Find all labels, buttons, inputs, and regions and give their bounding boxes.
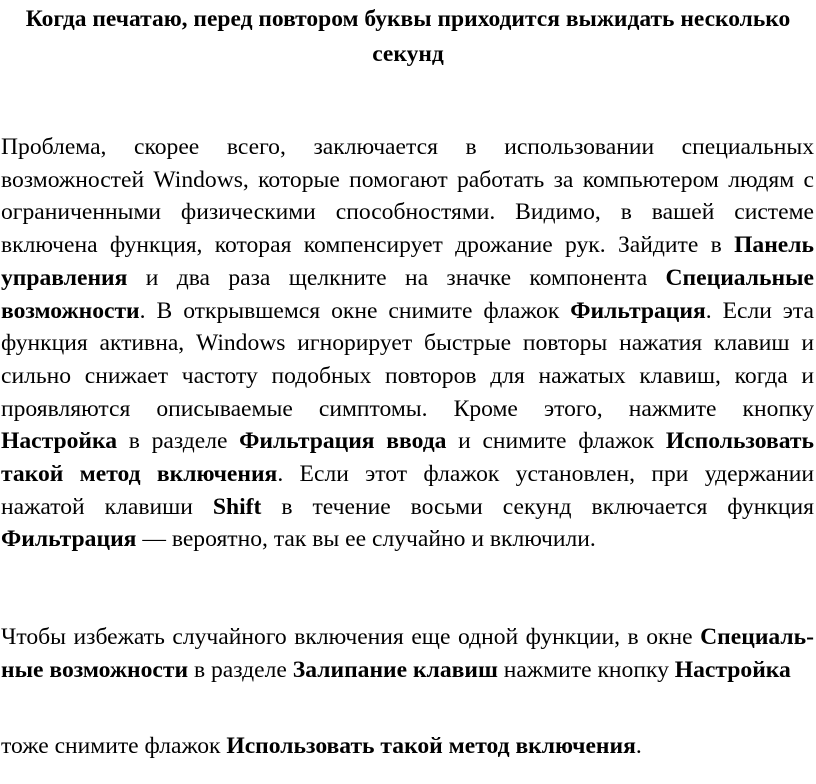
text-run: и снимите флажок: [446, 428, 666, 455]
paragraph-final: [1, 730, 814, 763]
bold-term-settings: Настройка: [674, 656, 791, 683]
text-run: — вероятно, так вы ее случайно и включили.: [136, 526, 596, 553]
text-run: Проблема, скорее всего, заключается в использовании специальных возможностей Windows, которые помогают работать за компьютером людям с ограниченными физическими способностями. Видимо, в вашей системе включена функция, которая компенсирует дрожание рук. Зайдите в: [1, 134, 814, 259]
bold-term-input-filtering: Фильтрация ввода: [239, 428, 447, 455]
text-run: . В открывшемся окне снимите флажок: [139, 297, 571, 324]
paragraph-sticky-keys: [1, 621, 814, 686]
text-run: в течение восьми секунд включается функция: [261, 493, 814, 520]
text-run: в разделе: [188, 656, 293, 683]
text-run: нажмите кнопку: [497, 656, 675, 683]
bold-term-sticky-keys: Залипание клавиш: [292, 656, 498, 683]
text-run: .: [635, 733, 642, 759]
bold-term-accessibility: Специальные возможности: [1, 264, 814, 324]
bold-term-use-shortcut: Использовать такой метод включения: [1, 428, 814, 488]
bold-term-shift: Shift: [212, 493, 262, 520]
text-run: тоже снимите флажок: [1, 733, 227, 759]
document-title: Когда печатаю, перед повтором буквы приходится выжидать несколько секунд: [25, 6, 791, 67]
text-run: в разделе: [117, 428, 240, 455]
text-run: Чтобы избежать случайного включения еще одной функции, в окне: [1, 624, 701, 650]
text-run: . Если этот флажок установлен, при удержании нажатой клавиши: [1, 461, 814, 520]
bold-term-control-panel: Панель управления: [1, 232, 814, 291]
bold-term-settings: Настройка: [1, 428, 118, 455]
paragraph-problem: [1, 131, 814, 556]
bold-term-use-shortcut: Использовать такой метод включения: [226, 733, 636, 759]
bold-term-filtering: Фильтрация: [570, 297, 706, 324]
text-run: . Если эта функция активна, Windows игнорирует быстрые повторы нажатия клавиш и сильно снижает частоту подобных повторов для нажатых клавиш, когда и проявляются описываемые симптомы. Кроме этого, нажмите кнопку: [1, 297, 814, 422]
bold-term-filtering: Фильтрация: [1, 526, 137, 553]
bold-term-accessibility: Специаль-ные возможности: [1, 624, 814, 683]
text-run: и два раза щелкните на значке компонента: [127, 264, 666, 291]
